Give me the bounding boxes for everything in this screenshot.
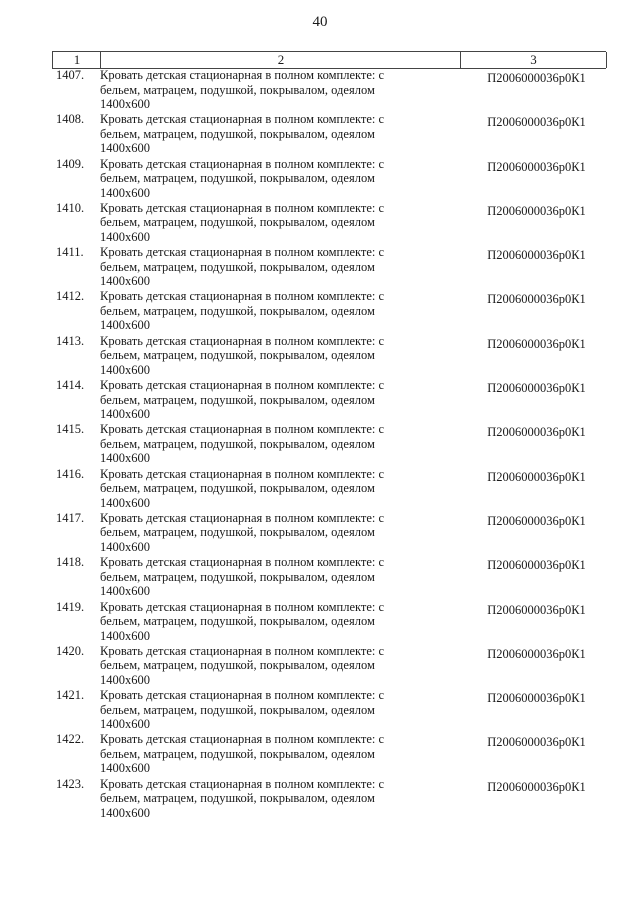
description-line3: 1400x600 bbox=[100, 539, 150, 554]
row-number: 1409. bbox=[56, 156, 85, 171]
table-row bbox=[52, 245, 612, 289]
table-row bbox=[52, 422, 612, 466]
table-row bbox=[52, 68, 612, 112]
row-description bbox=[100, 289, 430, 333]
description-line2: бельем, матрацем, подушкой, покрывалом, одеялом bbox=[100, 82, 375, 97]
table-row bbox=[52, 688, 612, 732]
row-code: П2006000036р0К1 bbox=[487, 779, 586, 794]
description-line3: 1400x600 bbox=[100, 362, 150, 377]
description-line3: 1400x600 bbox=[100, 495, 150, 510]
row-description bbox=[100, 688, 430, 732]
table-row bbox=[52, 289, 612, 333]
row-description bbox=[100, 555, 430, 599]
description-line2: бельем, матрацем, подушкой, покрывалом, одеялом bbox=[100, 569, 375, 584]
description-line3: 1400x600 bbox=[100, 141, 150, 156]
table-row bbox=[52, 511, 612, 555]
row-number: 1414. bbox=[56, 378, 85, 393]
description-line2: бельем, матрацем, подушкой, покрывалом, одеялом bbox=[100, 392, 375, 407]
header-col-3: 3 bbox=[460, 52, 607, 68]
description-line1: Кровать детская стационарная в полном комплекте: с bbox=[100, 422, 385, 437]
row-description bbox=[100, 732, 430, 776]
table-row bbox=[52, 112, 612, 156]
row-code: П2006000036р0К1 bbox=[487, 115, 586, 130]
page-number: 40 bbox=[312, 14, 328, 30]
row-description bbox=[100, 422, 430, 466]
description-line2: бельем, матрацем, подушкой, покрывалом, одеялом bbox=[100, 481, 375, 496]
description-line2: бельем, матрацем, подушкой, покрывалом, одеялом bbox=[100, 702, 375, 717]
row-code: П2006000036р0К1 bbox=[487, 336, 586, 351]
row-description bbox=[100, 777, 430, 821]
row-description bbox=[100, 600, 430, 644]
table-row bbox=[52, 467, 612, 511]
row-number: 1407. bbox=[56, 68, 85, 82]
description-line1: Кровать детская стационарная в полном комплекте: с bbox=[100, 555, 385, 570]
description-line1: Кровать детская стационарная в полном комплекте: с bbox=[100, 732, 385, 747]
row-code: П2006000036р0К1 bbox=[487, 292, 586, 307]
description-line2: бельем, матрацем, подушкой, покрывалом, одеялом bbox=[100, 348, 375, 363]
row-code: П2006000036р0К1 bbox=[487, 735, 586, 750]
row-number: 1419. bbox=[56, 599, 85, 614]
row-number: 1410. bbox=[56, 200, 85, 215]
description-line1: Кровать детская стационарная в полном комплекте: с bbox=[100, 599, 385, 614]
table-body bbox=[52, 68, 612, 821]
description-line3: 1400x600 bbox=[100, 318, 150, 333]
description-line3: 1400x600 bbox=[100, 407, 150, 422]
description-line3: 1400x600 bbox=[100, 717, 150, 732]
row-number: 1421. bbox=[56, 688, 85, 703]
description-line1: Кровать детская стационарная в полном комплекте: с bbox=[100, 200, 385, 215]
description-line1: Кровать детская стационарная в полном комплекте: с bbox=[100, 510, 385, 525]
description-line3: 1400x600 bbox=[100, 97, 150, 111]
description-line1: Кровать детская стационарная в полном комплекте: с bbox=[100, 466, 385, 481]
row-description bbox=[100, 378, 430, 422]
row-number: 1413. bbox=[56, 333, 85, 348]
row-code: П2006000036р0К1 bbox=[487, 691, 586, 706]
description-line1: Кровать детская стационарная в полном комплекте: с bbox=[100, 68, 385, 82]
row-description bbox=[100, 467, 430, 511]
description-line2: бельем, матрацем, подушкой, покрывалом, одеялом bbox=[100, 259, 375, 274]
description-line2: бельем, матрацем, подушкой, покрывалом, одеялом bbox=[100, 525, 375, 540]
row-code: П2006000036р0К1 bbox=[487, 71, 586, 85]
row-description bbox=[100, 157, 430, 201]
table-row bbox=[52, 600, 612, 644]
row-description bbox=[100, 511, 430, 555]
header-col-2: 2 bbox=[100, 52, 461, 68]
row-number: 1408. bbox=[56, 112, 85, 127]
description-line3: 1400x600 bbox=[100, 805, 150, 820]
description-line1: Кровать детская стационарная в полном комплекте: с bbox=[100, 688, 385, 703]
row-number: 1412. bbox=[56, 289, 85, 304]
description-line1: Кровать детская стационарная в полном комплекте: с bbox=[100, 333, 385, 348]
description-line3: 1400x600 bbox=[100, 229, 150, 244]
description-line3: 1400x600 bbox=[100, 761, 150, 776]
row-code: П2006000036р0К1 bbox=[487, 248, 586, 263]
row-description bbox=[100, 68, 430, 112]
row-code: П2006000036р0К1 bbox=[487, 513, 586, 528]
table-header bbox=[52, 51, 606, 69]
row-code: П2006000036р0К1 bbox=[487, 469, 586, 484]
row-description bbox=[100, 334, 430, 378]
description-line2: бельем, матрацем, подушкой, покрывалом, одеялом bbox=[100, 658, 375, 673]
description-line1: Кровать детская стационарная в полном комплекте: с bbox=[100, 378, 385, 393]
description-line1: Кровать детская стационарная в полном комплекте: с bbox=[100, 289, 385, 304]
row-code: П2006000036р0К1 bbox=[487, 203, 586, 218]
row-number: 1420. bbox=[56, 643, 85, 658]
table-row bbox=[52, 644, 612, 688]
description-line3: 1400x600 bbox=[100, 451, 150, 466]
description-line1: Кровать детская стационарная в полном комплекте: с bbox=[100, 643, 385, 658]
row-description bbox=[100, 245, 430, 289]
table-row bbox=[52, 201, 612, 245]
row-number: 1416. bbox=[56, 466, 85, 481]
description-line2: бельем, матрацем, подушкой, покрывалом, одеялом bbox=[100, 171, 375, 186]
description-line2: бельем, матрацем, подушкой, покрывалом, одеялом bbox=[100, 126, 375, 141]
description-line2: бельем, матрацем, подушкой, покрывалом, одеялом bbox=[100, 614, 375, 629]
description-line3: 1400x600 bbox=[100, 274, 150, 289]
row-description bbox=[100, 112, 430, 156]
row-description bbox=[100, 201, 430, 245]
table-row bbox=[52, 732, 612, 776]
row-number: 1423. bbox=[56, 776, 85, 791]
description-line3: 1400x600 bbox=[100, 185, 150, 200]
row-code: П2006000036р0К1 bbox=[487, 646, 586, 661]
description-line1: Кровать детская стационарная в полном комплекте: с bbox=[100, 245, 385, 260]
row-number: 1422. bbox=[56, 732, 85, 747]
row-code: П2006000036р0К1 bbox=[487, 381, 586, 396]
description-line2: бельем, матрацем, подушкой, покрывалом, одеялом bbox=[100, 436, 375, 451]
table-row bbox=[52, 378, 612, 422]
row-number: 1415. bbox=[56, 422, 85, 437]
header-col-1: 1 bbox=[52, 52, 101, 68]
row-number: 1417. bbox=[56, 510, 85, 525]
description-line1: Кровать детская стационарная в полном комплекте: с bbox=[100, 112, 385, 127]
description-line3: 1400x600 bbox=[100, 584, 150, 599]
description-line3: 1400x600 bbox=[100, 672, 150, 687]
row-code: П2006000036р0К1 bbox=[487, 425, 586, 440]
table-row bbox=[52, 157, 612, 201]
description-line3: 1400x600 bbox=[100, 628, 150, 643]
description-line2: бельем, матрацем, подушкой, покрывалом, одеялом bbox=[100, 746, 375, 761]
row-code: П2006000036р0К1 bbox=[487, 602, 586, 617]
table-row bbox=[52, 777, 612, 821]
description-line1: Кровать детская стационарная в полном комплекте: с bbox=[100, 776, 385, 791]
description-line2: бельем, матрацем, подушкой, покрывалом, одеялом bbox=[100, 215, 375, 230]
table-row bbox=[52, 334, 612, 378]
row-code: П2006000036р0К1 bbox=[487, 558, 586, 573]
description-line2: бельем, матрацем, подушкой, покрывалом, одеялом bbox=[100, 791, 375, 806]
row-code: П2006000036р0К1 bbox=[487, 159, 586, 174]
description-line2: бельем, матрацем, подушкой, покрывалом, одеялом bbox=[100, 303, 375, 318]
description-line1: Кровать детская стационарная в полном комплекте: с bbox=[100, 156, 385, 171]
table-row bbox=[52, 555, 612, 599]
row-description bbox=[100, 644, 430, 688]
row-number: 1418. bbox=[56, 555, 85, 570]
row-number: 1411. bbox=[56, 245, 84, 260]
